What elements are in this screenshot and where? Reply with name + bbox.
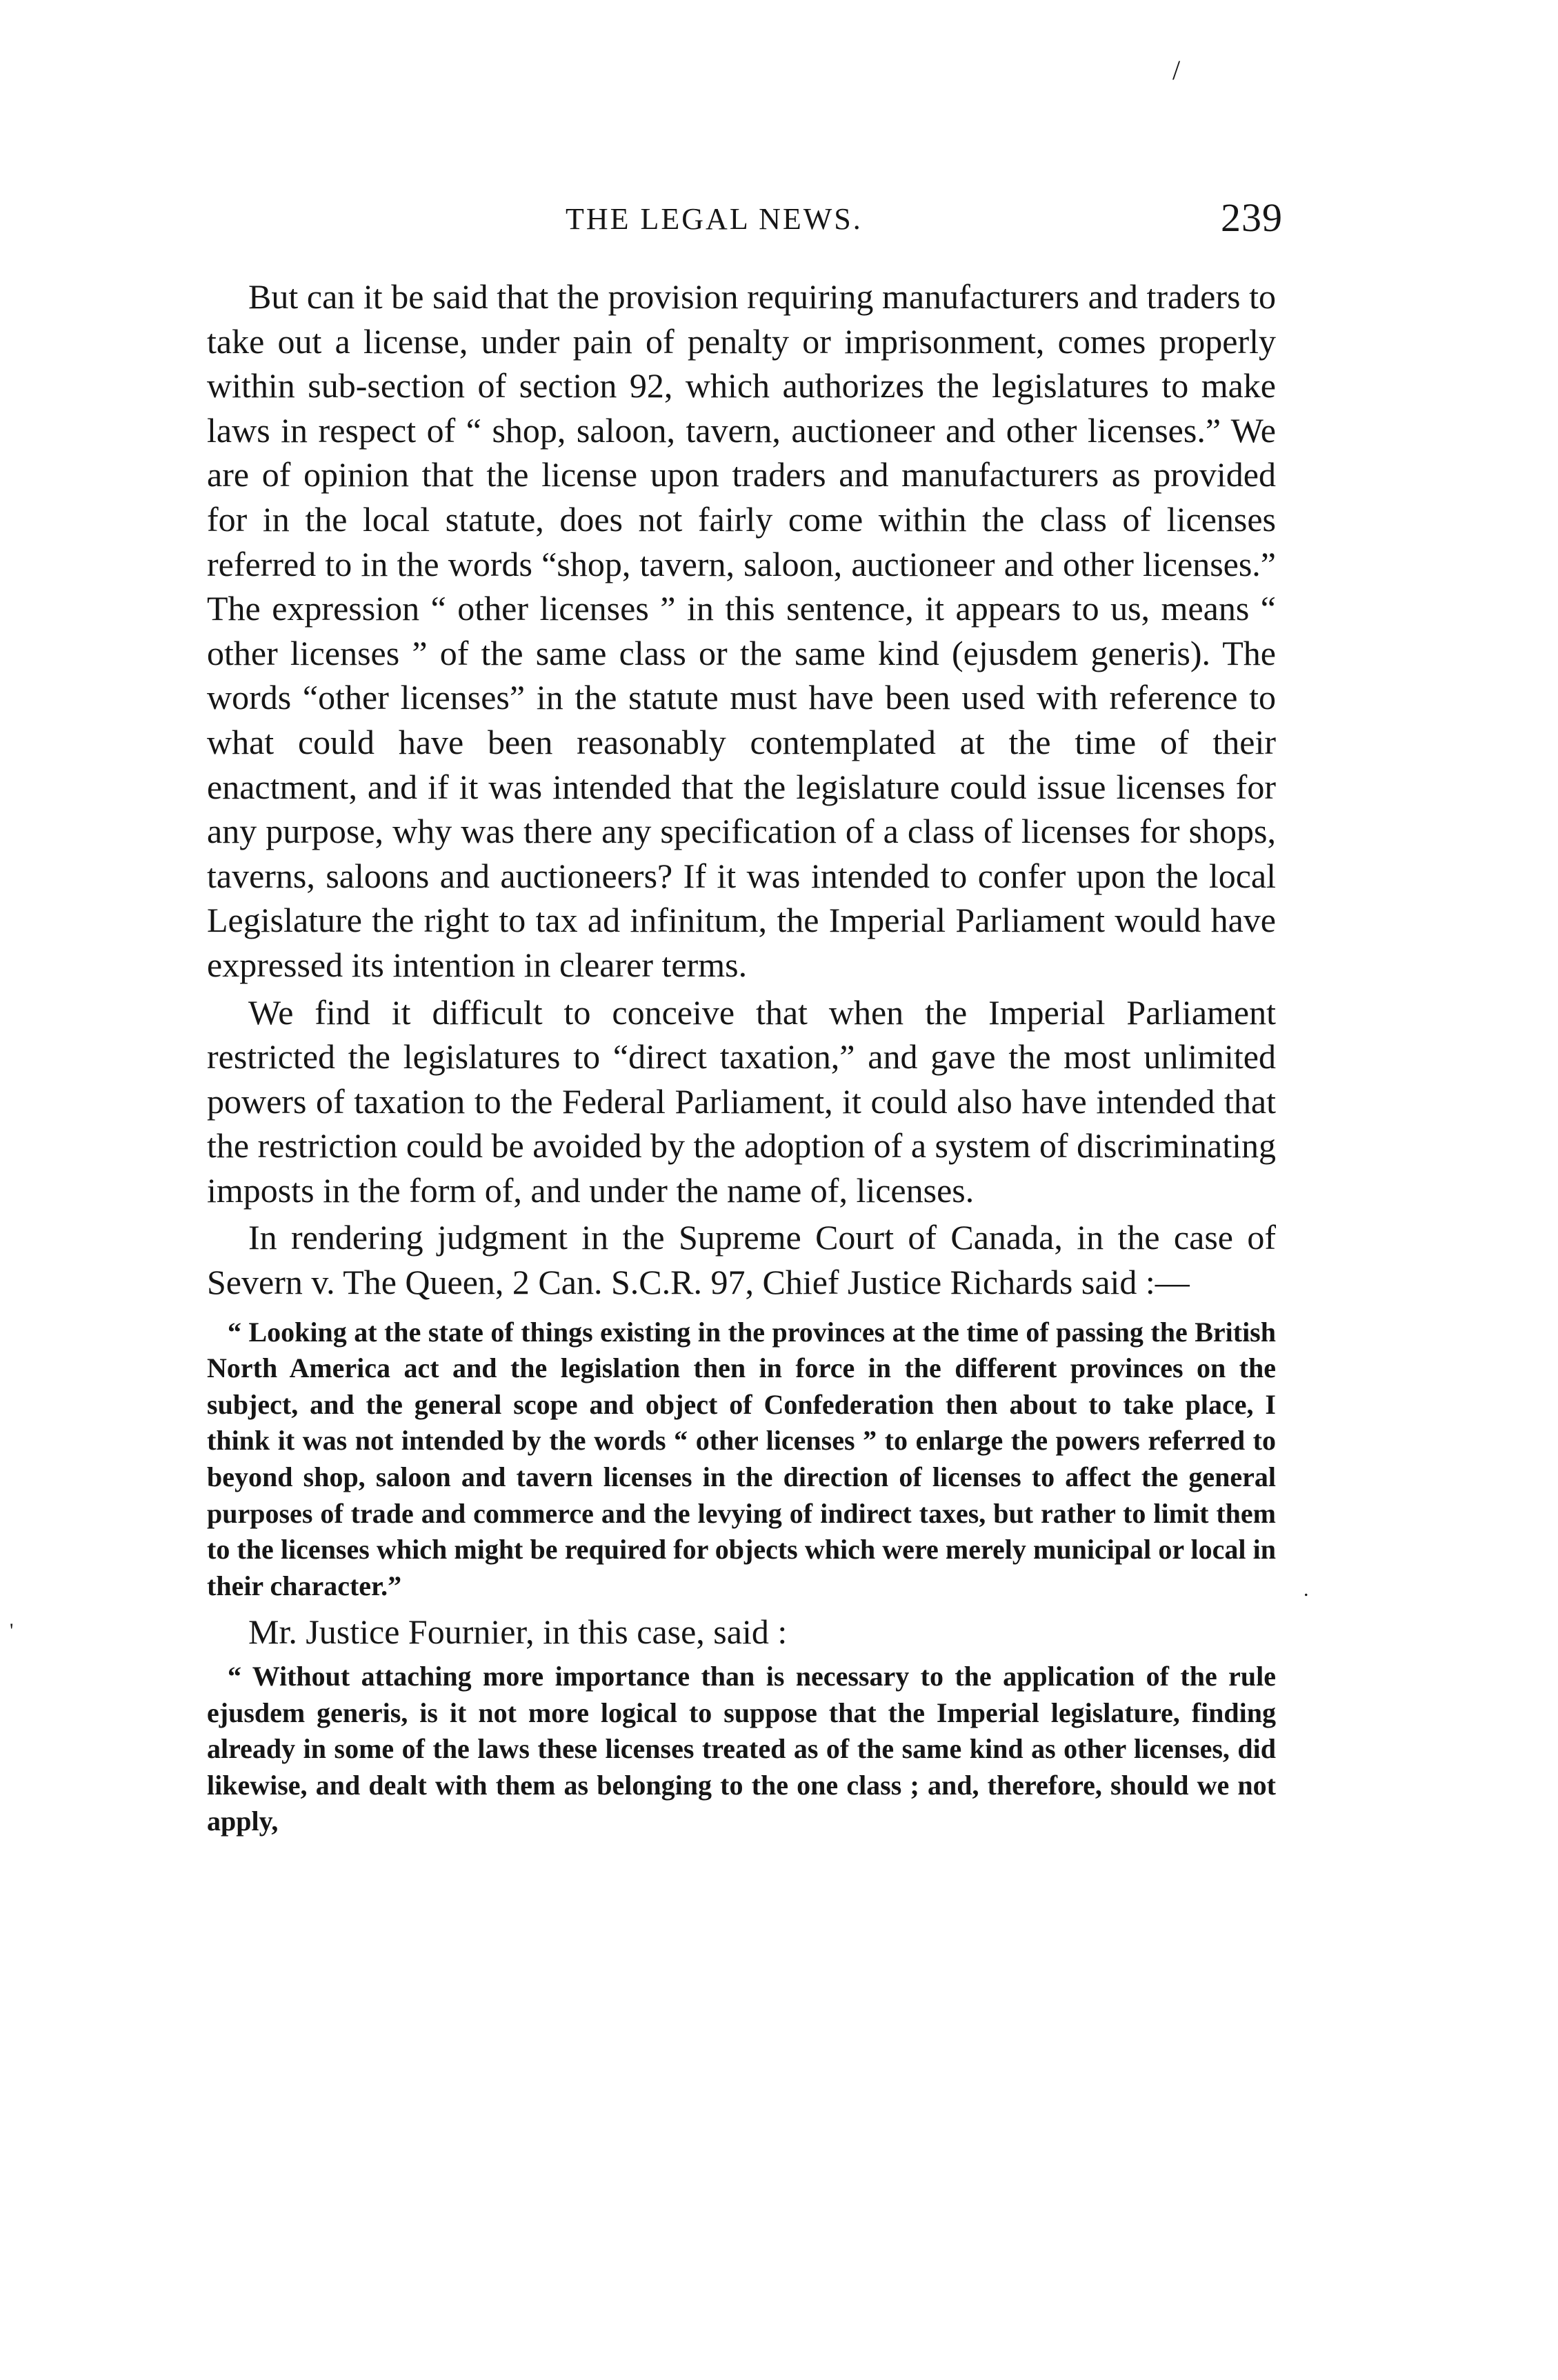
article-body bbox=[207, 274, 1276, 1840]
quotation-chief-justice-richards: “ Looking at the state of things existing in the provinces at the time of passing the British North America act and the legislation then in force in the different provinces on the subject, and the general scope and object of Confederation then about to take place, I think it was not intended by the words “ other licenses ” to enlarge the powers referred to beyond shop, saloon and tavern licenses in the direction of licenses to affect the general purposes of trade and commerce and the levying of indirect taxes, but rather to limit them to the licenses which might be required for objects which were merely municipal or local in their character.” bbox=[207, 1316, 1276, 1601]
paragraph-direct-taxation: We find it difficult to conceive that when the Imperial Parliament restricted the legislatures to “direct taxation,” and gave the most unlimited powers of taxation to the Federal Parliament, it could also have intended that the restriction could be avoided by the adoption of a system of discriminating imposts in the form of, and under the name of, licenses. bbox=[207, 992, 1276, 1210]
right-margin-mark: . bbox=[1304, 1578, 1309, 1601]
paragraph-license-question: But can it be said that the provision requiring manufacturers and traders to take out a license, under pain of penalty or imprisonment, comes properly within sub-section of section 92, which authorizes the legislatures to make laws in respect of “ shop, saloon, tavern, auctioneer and other licenses.” We are of opinion that the license upon traders and manufacturers as provided for in the local statute, does not fairly come within the class of licenses referred to in the words “shop, tavern, saloon, auctioneer and other licenses.” The expression “ other licenses ” in this sentence, it appears to us, means “ other licenses ” of the same class or the same kind (ejusdem generis). The words “other licenses” in the statute must have been used with reference to what could have been reasonably contemplated at the time of their enactment, and if it was intended that the legislature could issue licenses for any purpose, why was there any specification of a class of licenses for shops, taverns, saloons and auctioneers? If it was intended to confer upon the local Legislature the right to tax ad infinitum, the Imperial Parliament would have expressed its intention in clearer terms. bbox=[207, 277, 1276, 984]
corner-pencil-mark: / bbox=[1172, 54, 1181, 86]
quotation-justice-fournier: “ Without attaching more importance than is necessary to the application of the rule ejusdem generis, is it not more logical to suppose that the Imperial legislature, finding already in some of the laws these licenses treated as of the same kind as other licenses, did likewise, and dealt with them as belonging to the one class ; and, therefore, should we not apply, bbox=[207, 1661, 1276, 1837]
left-margin-mark: ' bbox=[10, 1619, 14, 1642]
page-number: 239 bbox=[1221, 195, 1283, 240]
journal-title: THE LEGAL NEWS. bbox=[566, 202, 863, 236]
paragraph-justice-fournier: Mr. Justice Fournier, in this case, said : bbox=[248, 1612, 788, 1652]
paragraph-severn-case: In rendering judgment in the Supreme Court of Canada, in the case of Severn v. The Queen, 2 Can. S.C.R. 97, Chief Justice Richards said :— bbox=[207, 1218, 1276, 1302]
running-header bbox=[207, 194, 1283, 250]
